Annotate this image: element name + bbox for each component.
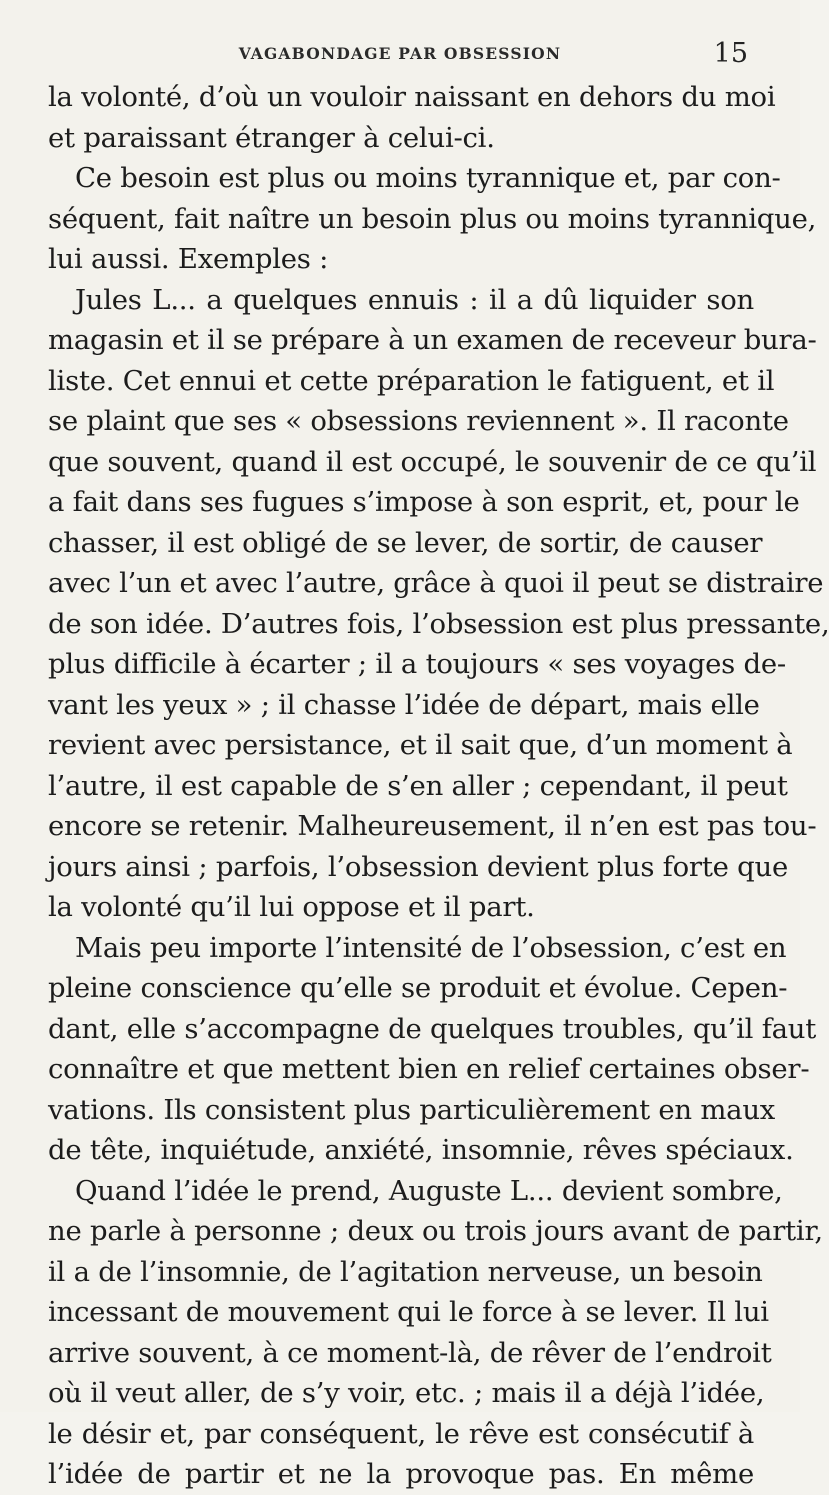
text-line: vations. Ils consistent plus particulièrement en maux <box>48 1093 776 1126</box>
text-line: et paraissant étranger à celui-ci. <box>48 121 495 154</box>
text-line: arrive souvent, à ce moment-là, de rêver de l’endroit <box>48 1336 772 1369</box>
text-line: encore se retenir. Malheureusement, il n’en est pas tou- <box>48 810 817 842</box>
text-line: plus difficile à écarter ; il a toujours « ses voyages de- <box>48 648 786 680</box>
text-line: ne parle à personne ; deux ou trois jours avant de partir, <box>48 1215 823 1247</box>
text-line: de tête, inquiétude, anxiété, insomnie, rêves spéciaux. <box>48 1134 794 1166</box>
text-line: la volonté, d’où un vouloir naissant en dehors du moi <box>48 81 776 113</box>
page-number: 15 <box>713 38 748 69</box>
text-line: que souvent, quand il est occupé, le souvenir de ce qu’il <box>48 445 817 478</box>
text-line: a fait dans ses fugues s’impose à son esprit, et, pour le <box>48 486 800 518</box>
text-line: où il veut aller, de s’y voir, etc. ; mais il a déjà l’idée, <box>48 1377 765 1409</box>
text-line: revient avec persistance, et il sait que, d’un moment à <box>48 729 793 761</box>
text-line: avec l’un et avec l’autre, grâce à quoi il peut se distraire <box>48 567 824 599</box>
page-header <box>0 38 800 74</box>
text-line: l’autre, il est capable de s’en aller ; cependant, il peut <box>48 769 788 802</box>
text-line: jours ainsi ; parfois, l’obsession devient plus forte que <box>48 850 788 883</box>
text-line: Ce besoin est plus ou moins tyrannique et, par con- <box>75 162 781 194</box>
text-line: magasin et il se prépare à un examen de receveur bura- <box>48 324 817 356</box>
text-line: séquent, fait naître un besoin plus ou moins tyrannique, <box>48 202 817 235</box>
text-line: pleine conscience qu’elle se produit et évolue. Cepen- <box>48 972 788 1004</box>
text-line: de son idée. D’autres fois, l’obsession est plus pressante, <box>48 607 829 640</box>
text-line: le désir et, par conséquent, le rêve est consécutif à <box>48 1417 754 1450</box>
text-line: l’idée de partir et ne la provoque pas. En même <box>48 1458 754 1490</box>
text-line: Mais peu importe l’intensité de l’obsession, c’est en <box>75 931 787 964</box>
text-line: dant, elle s’accompagne de quelques troubles, qu’il faut <box>48 1012 817 1045</box>
text-line: vant les yeux » ; il chasse l’idée de départ, mais elle <box>48 688 760 721</box>
text-line: incessant de mouvement qui le force à se lever. Il lui <box>48 1296 769 1328</box>
text-line: se plaint que ses « obsessions reviennent ». Il raconte <box>48 405 789 437</box>
text-line: chasser, il est obligé de se lever, de sortir, de causer <box>48 526 763 559</box>
text-line: liste. Cet ennui et cette préparation le fatiguent, et il <box>48 364 775 397</box>
text-line: lui aussi. Exemples : <box>48 243 329 275</box>
text-line: Quand l’idée le prend, Auguste L... devient sombre, <box>75 1174 783 1207</box>
running-title: VAGABONDAGE PAR OBSESSION <box>238 44 562 63</box>
text-line: connaître et que mettent bien en relief certaines obser- <box>48 1053 810 1085</box>
text-line: il a de l’insomnie, de l’agitation nerveuse, un besoin <box>48 1255 763 1288</box>
text-line: Jules L... a quelques ennuis : il a dû liquider son <box>75 283 754 316</box>
text-line: la volonté qu’il lui oppose et il part. <box>48 891 535 923</box>
body-text <box>48 77 829 1495</box>
